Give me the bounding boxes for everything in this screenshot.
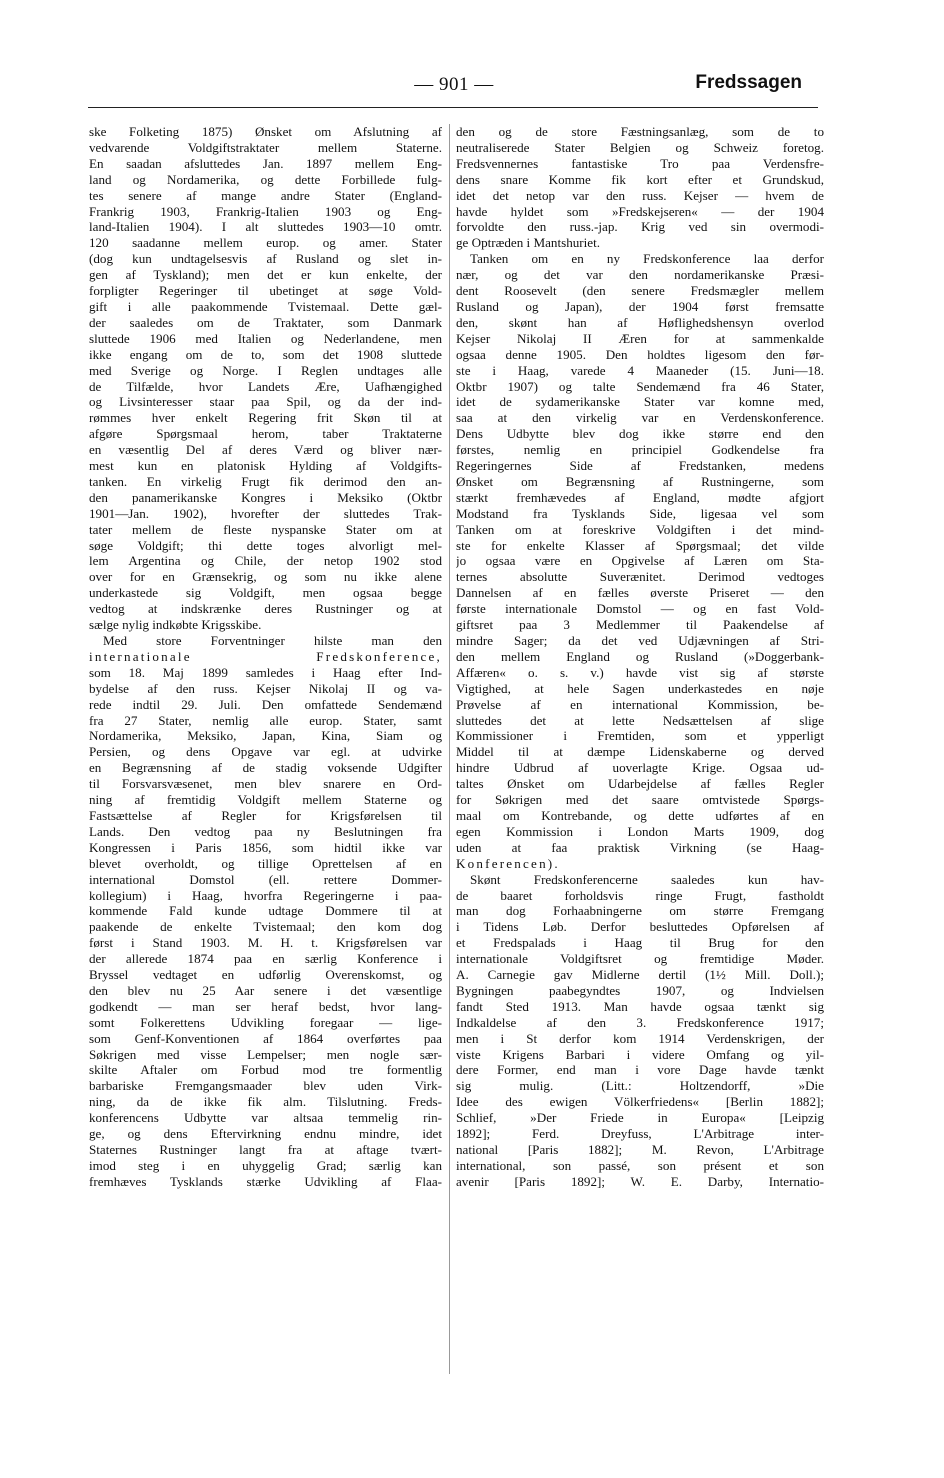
text-line: Tanken om en ny Fredskonference laa derfor — [470, 251, 824, 267]
text-line: førstes, nemlig en principiel Godkendelse fra — [456, 442, 824, 458]
text-line: international Domstol (ell. rettere Dommer- — [89, 871, 442, 887]
text-line: bydelse af den russ. Kejser Nikolaj II og va- — [89, 680, 442, 696]
text-line: mindre Sager; da det ved Udjævningen af Stri- — [456, 633, 824, 648]
text-line: havde hyldet som »Fredskejseren« — der 1904 — [456, 203, 824, 219]
text-line: paakende de enkelte Tvistemaal; den kom dog — [89, 919, 442, 935]
text-line: blevet overholdt, og tillige Oprettelsen af en — [89, 855, 442, 871]
text-line: Nordamerika, Meksiko, Japan, Kina, Siam og — [89, 728, 442, 744]
text-line: national [Paris 1882]; M. Revon, L'Arbitrage — [456, 1142, 824, 1157]
text-line: ske Folketing 1875) Ønsket om Afslutning af — [89, 124, 442, 139]
text-line: Kongressen i Paris 1856, som hidtil ikke var — [89, 839, 442, 855]
text-line: avenir [Paris 1892]; W. E. Darby, Internatio- — [456, 1173, 824, 1189]
text-line: med Sverige og Norge. I Reglen undtages alle — [89, 362, 442, 378]
text-line: ikke engang om de to, som det 1908 sluttede — [89, 346, 442, 362]
text-line: Bryssel vedtaget en udførlig Overenskomst, og — [89, 967, 442, 983]
text-line: land-Italien 1904). I alt sluttedes 1903—10 omtr. — [89, 219, 442, 235]
text-line: Ønsket om Begrænsning af Rustningerne, som — [456, 473, 824, 489]
text-line: som Genf-Konventionen af 1864 overførtes paa — [89, 1030, 442, 1046]
text-line: først i Stand 1903. M. H. t. Krigsførelsen var — [89, 935, 442, 951]
text-line: den panamerikanske Kongres i Meksiko (Oktbr — [89, 489, 442, 505]
text-line: Søkrigen med visse Lempelser; men nogle sær- — [89, 1046, 442, 1062]
text-line: uden at faa praktisk Virkning (se Haag- — [456, 839, 824, 855]
left-column — [89, 124, 442, 1190]
text-line: Konferencen). — [456, 855, 560, 871]
text-line: 1892]; Ferd. Dreyfuss, L'Arbitrage inter- — [456, 1126, 824, 1142]
text-line: for Søkrigen med det saare omtvistede Spørgs- — [456, 792, 824, 808]
text-line: Modstand fra Tysklands Side, ligesaa vel som — [456, 505, 824, 521]
text-line: skilte Aftaler om Forbud mod tre formentlig — [89, 1062, 442, 1078]
text-line: Idee des ewigen Völkerfriedens« [Berlin 1882]; — [456, 1094, 824, 1110]
text-line: taltes Ønsket om Udarbejdelse af fælles Regler — [456, 776, 824, 792]
text-line: stærkt fremhævedes af England, mødte afgjort — [456, 489, 824, 505]
text-line: til Forsvarsvæsenet, men blev snarere en Ord- — [89, 776, 442, 792]
text-line: de baaret forholdsvis ringe Frugt, fastholdt — [456, 887, 824, 903]
text-line: afgøre Spørgsmaal herom, taber Traktaterne — [89, 426, 442, 442]
text-line: den mellem England og Rusland (»Doggerbank- — [456, 648, 824, 664]
text-line: 1901—Jan. 1902), hvorefter der sluttedes Trak- — [89, 505, 442, 521]
text-line: Skønt Fredskonferencerne saaledes kun hav- — [470, 871, 824, 887]
text-line: Affæren« o. s. v.) havde vist sig af største — [456, 664, 824, 680]
text-line: Bygningen paabegyndtes 1907, og Indvielsen — [456, 982, 824, 998]
text-line: Fastsættelse af Regler for Krigsførelsen til — [89, 807, 442, 823]
text-line: Rusland og Japan), der 1904 først fremsatte — [456, 298, 824, 314]
text-line: hindre Udbrud af uoverlagte Krige. Ogsaa ud- — [456, 760, 824, 776]
right-column — [456, 124, 824, 1190]
text-line: international, son passé, son présent et son — [456, 1157, 824, 1173]
text-line: et Fredspalads i Haag til Brug for den — [456, 935, 824, 951]
text-line: mest kun en platonisk Hylding af Voldgifts- — [89, 458, 442, 474]
text-line: en væsentlig Del af deres Værd og bliver nær- — [89, 442, 442, 458]
text-line: Kejser Nikolaj II Æren for at sammenkalde — [456, 330, 824, 346]
text-line: barbariske Fremgangsmaader blev uden Virk- — [89, 1078, 442, 1094]
text-line: Vigtighed, at hele Sagen underkastedes en nøje — [456, 680, 824, 696]
text-line: internationale Fredskonference, — [89, 648, 442, 664]
text-line: men i St derfor kom 1914 Verdenskrigen, der — [456, 1030, 824, 1046]
text-line: som 18. Maj 1899 samledes i Haag efter Ind- — [89, 664, 442, 680]
text-line: i Tidens Løb. Derfor besluttedes Opførelsen af — [456, 919, 824, 935]
text-line: vedvarende Voldgiftstraktater mellem Staterne. — [89, 139, 442, 155]
text-line: gift i alle paakommende Tvistemaal. Dette gæl- — [89, 298, 442, 314]
text-line: søge Voldgift; thi dette toges alvorligt mel- — [89, 537, 442, 553]
text-line: viste Krigens Barbari i videre Omfang og yil- — [456, 1046, 824, 1062]
text-line: somt Folkerettens Udvikling foregaar — lige- — [89, 1014, 442, 1030]
text-line: fra 27 Stater, nemlig alle europ. Stater, samt — [89, 712, 442, 728]
text-line: forvoldte den russ.-jap. Krig ved sin overmodi- — [456, 219, 824, 235]
text-line: Frankrig 1903, Frankrig-Italien 1903 og Eng- — [89, 203, 442, 219]
text-line: Kommissioner i Fremtiden, som et ypperligt — [456, 728, 824, 744]
text-line: man dog Forhaabningerne om større Fremgang — [456, 903, 824, 919]
text-line: der saaledes om de Traktater, som Danmark — [89, 314, 442, 330]
text-line: vedtog at indskrænke deres Rustninger og at — [89, 601, 442, 617]
text-line: den blev nu 25 Aar senere i det væsentlige — [89, 982, 442, 998]
text-line: ge Optræden i Mantshuriet. — [456, 235, 601, 251]
text-line: rede indtil 29. Juli. Den omfattede Sendemænd — [89, 696, 442, 712]
text-line: fandt Sted 1913. Man havde ogsaa tænkt sig — [456, 998, 824, 1014]
text-line: ge, og dens Eftervirkning endnu mindre, idet — [89, 1126, 442, 1142]
text-line: fremhæves Tysklands stærke Udvikling af Flaa- — [89, 1173, 442, 1189]
text-line: maal om Kontrebande, og dette udførtes af en — [456, 807, 824, 823]
text-line: Fredsvennernes fantastiske Tro paa Verdensfre- — [456, 155, 824, 171]
text-line: sig mulig. (Litt.: Holtzendorff, »Die — [456, 1078, 824, 1094]
text-line: Persien, og dens Opgave var egl. at udvirke — [89, 744, 442, 760]
text-line: godkendt — man ser heraf bedst, hvor lang- — [89, 998, 442, 1014]
text-line: ning af fremtidig Voldgift mellem Staterne og — [89, 792, 442, 808]
text-line: Schlief, »Der Friede in Europa« [Leipzig — [456, 1110, 824, 1126]
header-rule — [88, 107, 818, 108]
text-line: jo ogsaa være en Opgivelse af Læren om Sta- — [456, 553, 824, 569]
text-line: Staternes Rustninger langt fra at aftage tvært- — [89, 1142, 442, 1157]
text-line: forpligter Regeringer til ubetinget at søge Vold- — [89, 283, 442, 299]
text-line: Med store Forventninger hilste man den — [103, 633, 442, 648]
text-line: og Livsinteresser staar paa Spil, og da der ind- — [89, 394, 442, 410]
text-line: Oktbr 1907) og talte Sendemænd fra 46 Stater, — [456, 378, 824, 394]
text-line: neutraliserede Stater Belgien og Schweiz foretog. — [456, 139, 824, 155]
text-line: imod steg i en uhyggelig Grad; særlig kan — [89, 1157, 442, 1173]
text-line: dere Former, end man i vore Dage havde tænkt — [456, 1062, 824, 1078]
text-line: Prøvelse af en international Kommission, be- — [456, 696, 824, 712]
text-line: Tanken om at foreskrive Voldgiften i det mind- — [456, 521, 824, 537]
text-line: underkastede sig Voldgift, men ogsaa begge — [89, 585, 442, 601]
text-line: nær, og det var den nordamerikanske Præsi- — [456, 267, 824, 283]
text-line: egen Kommission i London Marts 1909, dog — [456, 823, 824, 839]
text-line: En saadan afsluttedes Jan. 1897 mellem Eng- — [89, 155, 442, 171]
text-line: Indkaldelse af den 3. Fredskonference 1917; — [456, 1014, 824, 1030]
text-line: Regeringernes Side af Fredstanken, medens — [456, 458, 824, 474]
text-line: ning, da de ikke fik alm. Tilslutning. Freds- — [89, 1094, 442, 1110]
text-line: de Tilfælde, hvor Landets Ære, Uafhængighed — [89, 378, 442, 394]
page-number: — 901 — — [414, 74, 494, 95]
text-line: saa at den virkelig var en Verdenskonference. — [456, 410, 824, 426]
text-line: konferencens Udbytte var altsaa temmelig rin- — [89, 1110, 442, 1126]
text-line: gen af Tyskland); men det er kun enkelte, der — [89, 267, 442, 283]
text-line: A. Carnegie gav Midlerne dertil (1½ Mill. Doll.); — [456, 967, 824, 983]
text-line: over for en Grænsekrig, og som nu ikke alene — [89, 569, 442, 585]
text-line: en Begrænsning af de stadig voksende Udgifter — [89, 760, 442, 776]
text-line: kollegium) i Haag, hvorfra Regeringerne i paa- — [89, 887, 442, 903]
text-line: den og de store Fæstningsanlæg, som de to — [456, 124, 824, 139]
text-line: idet det netop var den russ. Kejser — hvem de — [456, 187, 824, 203]
text-line: ste i Haag, varede 4 Maaneder (15. Juni—18. — [456, 362, 824, 378]
text-line: sælge nylig indkøbte Krigsskibe. — [89, 617, 262, 633]
text-line: lem Argentina og Chile, der netop 1902 stod — [89, 553, 442, 569]
text-line: Dens Udbytte blev dog ikke større end den — [456, 426, 824, 442]
text-line: der allerede 1874 paa en særlig Konference i — [89, 951, 442, 967]
text-line: tes senere af mange andre Stater (England- — [89, 187, 442, 203]
text-line: dens snare Komme fik kort efter et Grundskud, — [456, 171, 824, 187]
text-line: land og Nordamerika, og dette Forbillede fulg- — [89, 171, 442, 187]
text-line: ternes absolutte Suverænitet. Derimod vedtoges — [456, 569, 824, 585]
text-line: første internationale Domstol — og en fast Vold- — [456, 601, 824, 617]
running-head: Fredssagen — [695, 72, 802, 93]
text-line: Lands. Den vedtog paa ny Beslutningen fra — [89, 823, 442, 839]
text-line: ogsaa denne 1905. Den holdtes ligesom den før- — [456, 346, 824, 362]
text-line: Middel til at dæmpe Lidenskaberne og derved — [456, 744, 824, 760]
text-line: Dannelsen af en fælles øverste Priseret — den — [456, 585, 824, 601]
text-line: ste for enkelte Klasser af Spørgsmaal; det vilde — [456, 537, 824, 553]
text-line: rømmes hver enkelt Regering frit Skøn til at — [89, 410, 442, 426]
text-line: internationale Voldgiftsret og fremtidige Møder. — [456, 951, 824, 967]
text-line: giftsret paa 3 Medlemmer til Paakendelse af — [456, 617, 824, 633]
text-line: kommende Fald kunde udtage Dommere til at — [89, 903, 442, 919]
text-line: idet de sydamerikanske Stater var komne med, — [456, 394, 824, 410]
column-divider — [449, 124, 450, 1374]
text-line: tanken. En virkelig Frugt fik derimod den an- — [89, 473, 442, 489]
text-line: sluttede 1906 med Italien og Nederlandene, men — [89, 330, 442, 346]
text-line: 120 saadanne mellem europ. og amer. Stater — [89, 235, 442, 251]
text-line: sluttedes det at lette Nedsættelsen af slige — [456, 712, 824, 728]
text-line: den, skønt han af Høflighedshensyn overlod — [456, 314, 824, 330]
text-line: dent Roosevelt (den senere Fredsmægler mellem — [456, 283, 824, 299]
text-line: tater mellem de fleste nyspanske Stater om at — [89, 521, 442, 537]
text-line: (dog kun undtagelsesvis af Rusland og slet in- — [89, 251, 442, 267]
page-header — [88, 70, 820, 106]
